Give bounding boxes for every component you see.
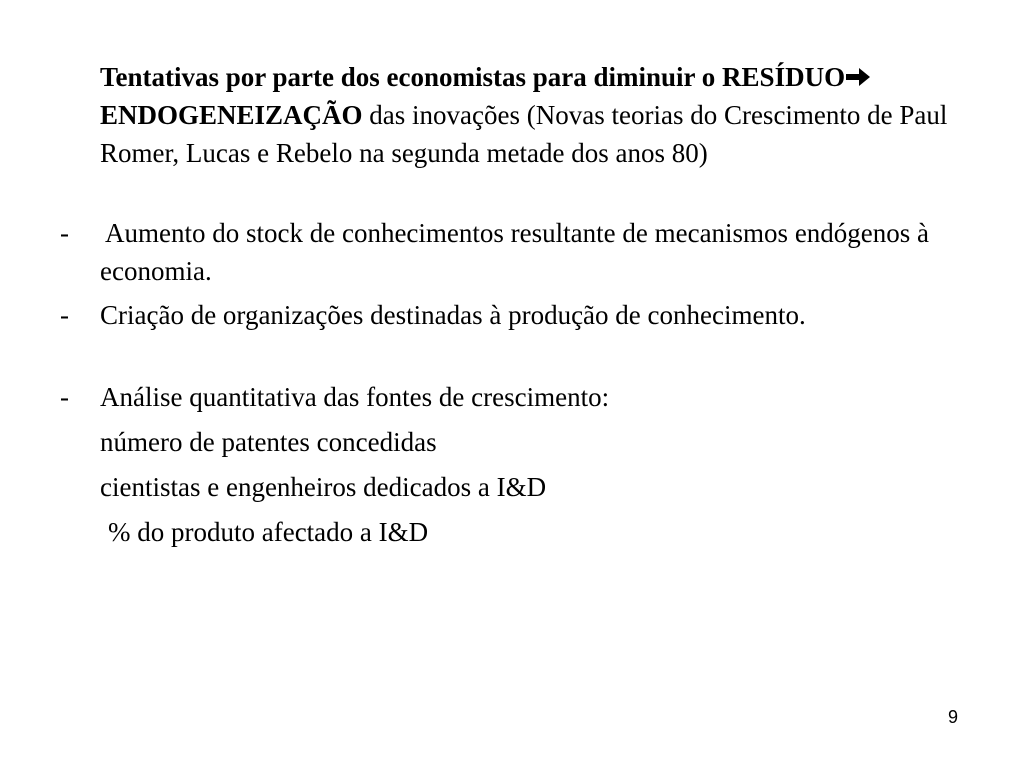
bullet-text: Aumento do stock de conhecimentos resultante de mecanismos endógenos à economia. — [100, 218, 930, 286]
intro-normal-text: das inovações (Novas teorias do Crescimento de Paul Romer, Lucas e Rebelo na segunda metade dos anos 80) — [100, 100, 948, 168]
sub-item-patents: número de patentes concedidas — [100, 427, 437, 457]
intro-paragraph — [100, 58, 960, 172]
right-arrow-icon — [846, 67, 871, 87]
bullet-text: Análise quantitativa das fontes de crescimento: — [100, 382, 610, 412]
intro-bold-text-2: ENDOGENEIZAÇÃO — [100, 100, 363, 130]
sub-item-product-share: % do produto afectado a I&D — [108, 517, 429, 547]
intro-bold-text: Tentativas por parte dos economistas para diminuir o RESÍDUO — [100, 62, 846, 92]
page-number: 9 — [948, 707, 959, 727]
bullet-item-1 — [60, 214, 940, 290]
bullet-marker: - — [60, 300, 69, 330]
bullet-marker: - — [60, 218, 69, 248]
bullet-text: Criação de organizações destinadas à produção de conhecimento. — [100, 300, 806, 330]
bullet-marker: - — [60, 382, 69, 412]
bullet-item-2 — [60, 296, 940, 334]
bullet-item-3 — [60, 378, 940, 416]
sub-item-researchers: cientistas e engenheiros dedicados a I&D — [100, 472, 547, 502]
